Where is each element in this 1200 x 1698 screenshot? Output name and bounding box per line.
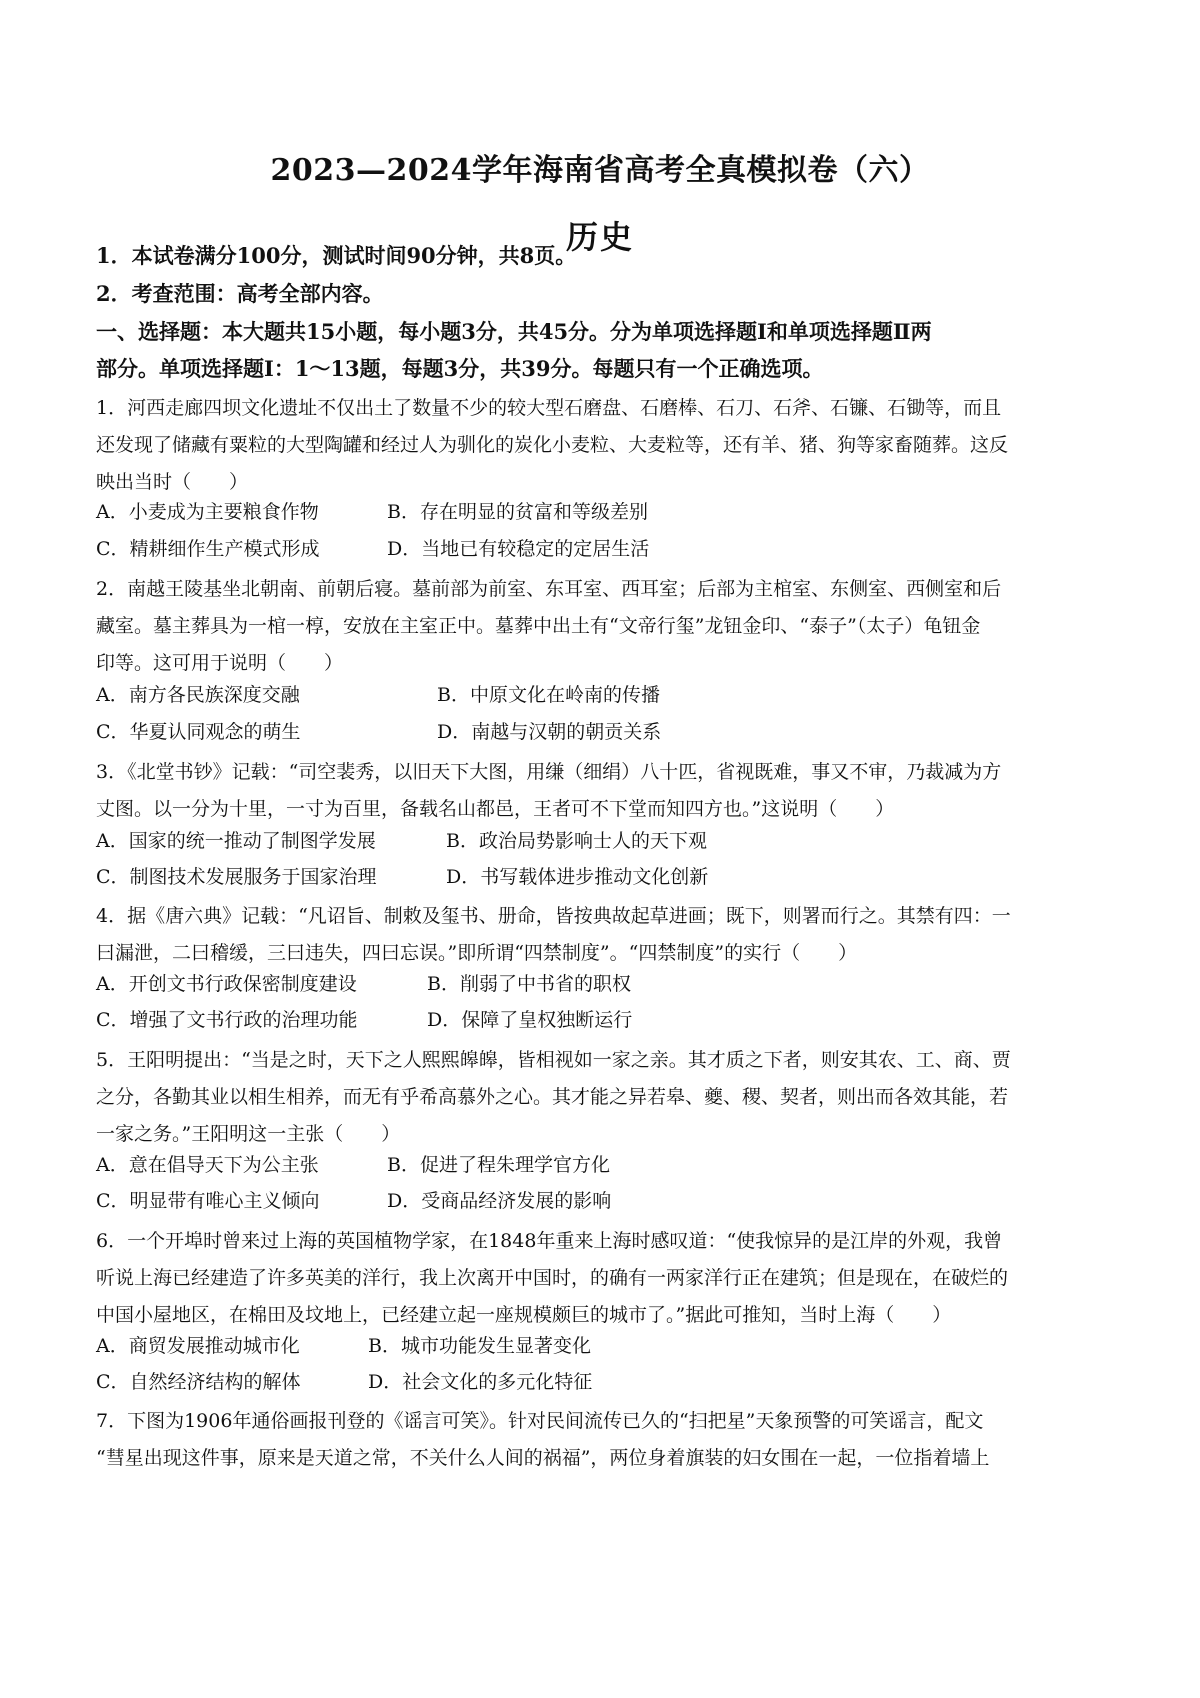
subject-title: 历史 [565,218,634,256]
question-6 [96,1223,1108,1334]
instruction-1: 1．本试卷满分100分，测试时间90分钟，共8页。 [96,243,577,268]
question-3-option-c: C．制图技术发展服务于国家治理 [96,866,377,888]
question-3-line-1: 3．《北堂书钞》记载：“司空裴秀，以旧天下大图，用缣（细绢）八十匹，省视既难，事又不审，乃裁减为方 [96,761,1002,783]
question-3-option-a: A．国家的统一推动了制图学发展 [96,830,376,852]
question-4-option-a: A．开创文书行政保密制度建设 [96,973,357,995]
question-7 [96,1403,1108,1477]
question-7-line-1: 7．下图为1906年通俗画报刊登的《谣言可笑》。针对民间流传已久的“扫把星”天象预警的可笑谣言，配文 [96,1410,984,1432]
question-1-option-b: B．存在明显的贫富和等级差别 [387,501,648,523]
question-5-line-2: 之分，各勤其业以相生相养，而无有乎希高慕外之心。其才能之异若皋、夔、稷、契者，则出而各效其能，若 [96,1086,1009,1108]
question-2-option-c: C．华夏认同观念的萌生 [96,721,301,743]
question-4-option-b: B．削弱了中书省的职权 [427,973,631,995]
question-2-line-2: 藏室。墓主葬具为一棺一椁，安放在主室正中。墓葬中出土有“文帝行玺”龙钮金印、“泰子”（太子）龟钮金 [96,615,981,637]
question-6-line-1: 6．一个开埠时曾来过上海的英国植物学家，在1848年重来上海时感叹道：“使我惊异的是江岸的外观，我曾 [96,1230,1003,1252]
question-3-line-2: 丈图。以一分为十里，一寸为百里，备载名山都邑，王者可不下堂而知四方也。”这说明（ ） [96,798,895,820]
question-5-option-d: D．受商品经济发展的影响 [387,1190,612,1212]
question-6-line-2: 听说上海已经建造了许多英美的洋行，我上次离开中国时，的确有一两家洋行正在建筑；但是现在，在破烂的 [96,1267,1009,1289]
question-2-line-3: 印等。这可用于说明（ ） [96,652,344,674]
question-6-option-c: C．自然经济结构的解体 [96,1371,301,1393]
question-4 [96,898,1108,972]
question-5-line-1: 5．王阳明提出：“当是之时，天下之人熙熙皞皞，皆相视如一家之亲。其才质之下者，则安其农、工、商、贾 [96,1049,1011,1071]
question-4-line-1: 4．据《唐六典》记载：“凡诏旨、制敕及玺书、册命，皆按典故起草进画；既下，则署而行之。其禁有四：一 [96,905,1011,927]
question-6-option-b: B．城市功能发生显著变化 [368,1335,591,1357]
question-5-option-a: A．意在倡导天下为公主张 [96,1154,319,1176]
exam-title: 2023—2024学年海南省高考全真模拟卷（六） [270,153,930,188]
question-2-option-a: A．南方各民族深度交融 [96,684,300,706]
question-6-option-a: A．商贸发展推动城市化 [96,1335,300,1357]
question-5-line-3: 一家之务。”王阳明这一主张（ ） [96,1123,401,1145]
question-4-option-d: D．保障了皇权独断运行 [427,1009,633,1031]
section-heading-line-2: 部分。单项选择题Ⅰ：1～13题，每题3分，共39分。每题只有一个正确选项。 [96,356,824,381]
question-1-option-c: C．精耕细作生产模式形成 [96,538,320,560]
question-5-option-c: C．明显带有唯心主义倾向 [96,1190,320,1212]
question-1-line-3: 映出当时（ ） [96,471,249,493]
question-2-option-d: D．南越与汉朝的朝贡关系 [437,721,662,743]
question-6-option-d: D．社会文化的多元化特征 [368,1371,593,1393]
question-4-line-2: 曰漏泄，二曰稽缓，三曰违失，四曰忘误。”即所谓“四禁制度”。“四禁制度”的实行（ ） [96,942,858,964]
question-3-option-b: B．政治局势影响士人的天下观 [446,830,707,852]
question-1-option-a: A．小麦成为主要粮食作物 [96,501,319,523]
question-1-option-d: D．当地已有较稳定的定居生活 [387,538,650,560]
question-1-line-2: 还发现了储藏有粟粒的大型陶罐和经过人为驯化的炭化小麦粒、大麦粒等，还有羊、猪、狗等家畜随葬。这反 [96,434,1009,456]
question-1 [96,390,1108,501]
question-5-option-b: B．促进了程朱理学官方化 [387,1154,610,1176]
question-3 [96,754,1108,828]
question-7-line-2: “彗星出现这件事，原来是天道之常，不关什么人间的祸福”，两位身着旗装的妇女围在一起，一位指着墙上 [96,1447,990,1469]
question-2-option-b: B．中原文化在岭南的传播 [437,684,660,706]
question-1-line-1: 1．河西走廊四坝文化遗址不仅出土了数量不少的较大型石磨盘、石磨棒、石刀、石斧、石镰、石锄等，而且 [96,397,1002,419]
section-heading-line-1: 一、选择题：本大题共15小题，每小题3分，共45分。分为单项选择题Ⅰ和单项选择题Ⅱ两 [96,319,932,344]
question-4-option-c: C．增强了文书行政的治理功能 [96,1009,358,1031]
instruction-2: 2．考查范围：高考全部内容。 [96,281,384,306]
question-2 [96,571,1108,682]
question-3-option-d: D．书写载体进步推动文化创新 [446,866,709,888]
question-6-line-3: 中国小屋地区，在棉田及坟地上，已经建立起一座规模颇巨的城市了。”据此可推知，当时上海（ ） [96,1304,952,1326]
question-5 [96,1042,1108,1153]
question-2-line-1: 2．南越王陵基坐北朝南、前朝后寝。墓前部为前室、东耳室、西耳室；后部为主棺室、东侧室、西侧室和后 [96,578,1002,600]
